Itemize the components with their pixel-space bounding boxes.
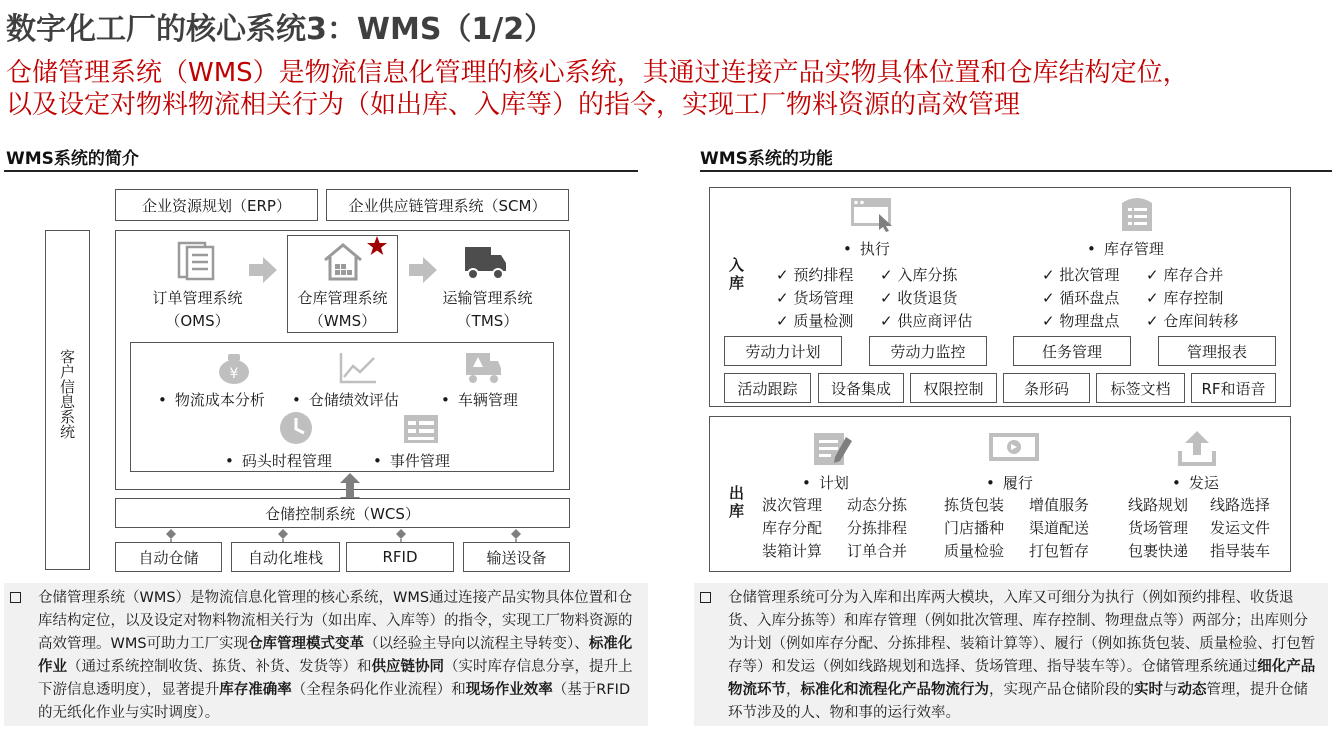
- note-segment: 管理，提升仓储环节涉及的人、物和事的运行效率。: [728, 682, 1308, 721]
- submodule-item: • 车辆管理: [441, 389, 518, 410]
- function-box: 活动跟踪: [724, 373, 811, 403]
- note-segment: （以经验主导向以流程主导转变）、: [364, 636, 589, 652]
- fulfil-item: 渠道配送: [1029, 519, 1090, 537]
- arrow-right-icon: [408, 256, 438, 284]
- star-icon: [365, 234, 389, 258]
- crm-box: [45, 230, 90, 570]
- note-emphasis: 细化产品物流环节: [728, 659, 1316, 698]
- device-box: 输送设备: [463, 542, 570, 572]
- inventory-item: ✓ 仓库间转移: [1146, 312, 1239, 330]
- exec-item: ✓ 预约排程: [776, 266, 854, 284]
- checkbox-bullet-icon: [10, 592, 21, 603]
- note-emphasis: 库存准确率: [219, 682, 292, 698]
- oms-abbr: （OMS）: [165, 312, 230, 330]
- left-section-rule: [4, 170, 638, 172]
- note-emphasis: 实时: [1134, 682, 1163, 698]
- vehicle-icon: [462, 350, 504, 386]
- ship-item: 线路规划: [1128, 496, 1189, 514]
- note-segment: 仓储管理系统可分为入库和出库两大模块，入库又可细分为执行（例如预约排程、收货退货、入库分拣等）和库存管理（例如批次管理、库存控制、物理盘点等）两部分；出库则分为计划（例如库存分配、分拣排程、装箱计算等）、履行（例如拣货包装、质量检验、打包暂存等）和发运（例如线路规划和选择、货场管理、指导装车等）。仓储管理系统通过: [728, 590, 1316, 675]
- function-box: 劳动力计划: [724, 336, 842, 366]
- function-box: 设备集成: [818, 373, 904, 403]
- left-note: [4, 583, 648, 726]
- note-segment: （基于RFID的无纸化作业与实时调度）。: [38, 682, 631, 721]
- plan-item: 装箱计算: [762, 542, 823, 560]
- scm-box: 企业供应链管理系统（SCM）: [326, 189, 569, 221]
- function-box: 标签文档: [1096, 373, 1185, 403]
- note-segment: 与: [1163, 682, 1178, 698]
- exec-item: ✓ 供应商评估: [880, 312, 973, 330]
- page-title: 数字化工厂的核心系统3：WMS（1/2）: [6, 12, 555, 47]
- note-emphasis: 标准化和流程化产品物流行为: [800, 682, 989, 698]
- submodule-item: • 仓储绩效评估: [292, 389, 399, 410]
- tms-abbr: （TMS）: [456, 312, 519, 330]
- fulfil-title: • 履行: [986, 472, 1033, 493]
- ship-item: 发运文件: [1210, 519, 1271, 537]
- note-segment: （全程条码化作业流程）和: [291, 682, 466, 698]
- plan-item: 动态分拣: [847, 496, 908, 514]
- inbound-label: 入库: [729, 256, 745, 292]
- checklist-icon: [811, 430, 855, 468]
- plan-item: 库存分配: [762, 519, 823, 537]
- left-section-title: WMS系统的简介: [6, 149, 139, 169]
- left-note-text: [38, 590, 633, 721]
- ship-item: 线路选择: [1210, 496, 1271, 514]
- device-box: RFID: [346, 542, 454, 572]
- device-box: 自动仓储: [115, 542, 222, 572]
- ship-item: 货场管理: [1128, 519, 1189, 537]
- inventory-item: ✓ 库存控制: [1146, 289, 1224, 307]
- oms-name: 订单管理系统: [152, 289, 243, 307]
- note-segment: ，实现产品仓储阶段的: [989, 682, 1134, 698]
- inventory-item: ✓ 循环盘点: [1042, 289, 1120, 307]
- right-note: [694, 583, 1328, 726]
- note-emphasis: 供应链协同: [371, 659, 444, 675]
- erp-box: 企业资源规划（ERP）: [115, 189, 318, 221]
- outbound-label: 出库: [729, 484, 745, 520]
- tms-name: 运输管理系统: [442, 289, 533, 307]
- wms-abbr: （WMS）: [308, 312, 377, 330]
- fulfil-item: 打包暂存: [1029, 542, 1090, 560]
- function-box: 权限控制: [910, 373, 997, 403]
- exec-item: ✓ 货场管理: [776, 289, 854, 307]
- wcs-box: 仓储控制系统（WCS）: [115, 498, 570, 528]
- device-box: 自动化堆栈: [231, 542, 340, 572]
- money-bag-icon: [214, 350, 254, 386]
- event-board-icon: [400, 412, 442, 446]
- device-connectors: [115, 528, 570, 542]
- wms-name: 仓库管理系统: [297, 289, 388, 307]
- note-segment: 仓储管理系统（WMS）是物流信息化管理的核心系统，WMS通过连接产品实物具体位置和仓库结构定位，以及设定对物料物流相关行为（如出库、入库等）的指令，实现工厂物料资源的高效管理。WMS可助力工厂实现: [38, 590, 633, 652]
- submodule-item: • 物流成本分析: [158, 389, 265, 410]
- warehouse-icon: [320, 241, 366, 283]
- plan-item: 分拣排程: [847, 519, 908, 537]
- note-emphasis: 仓库管理模式变革: [248, 636, 365, 652]
- svg-text:¥: ¥: [229, 366, 239, 382]
- note-segment: ，: [786, 682, 801, 698]
- page-subtitle-line2: 以及设定对物料物流相关行为（如出库、入库等）的指令，实现工厂物料资源的高效管理: [6, 90, 1021, 120]
- clock-icon: [276, 410, 316, 446]
- note-emphasis: 动态: [1177, 682, 1207, 698]
- fulfil-item: 门店播种: [944, 519, 1005, 537]
- function-box: 劳动力监控: [869, 336, 987, 366]
- exec-item: ✓ 质量检测: [776, 312, 854, 330]
- note-segment: （通过系统控制收货、拣货、补货、发货等）和: [67, 659, 372, 675]
- exec-item: ✓ 收货退货: [880, 289, 958, 307]
- function-box: 任务管理: [1013, 336, 1131, 366]
- truck-icon: [462, 242, 508, 282]
- note-emphasis: 现场作业效率: [465, 682, 553, 698]
- arrow-right-icon: [248, 256, 278, 284]
- page-subtitle-line1: 仓储管理系统（WMS）是物流信息化管理的核心系统，其通过连接产品实物具体位置和仓库结构定位，: [6, 58, 1189, 88]
- note-segment: （实时库存信息分享，提升上下游信息透明度），显著提升: [38, 659, 633, 698]
- list-icon: [1114, 192, 1160, 236]
- function-box: 条形码: [1003, 373, 1090, 403]
- inventory-item: ✓ 物理盘点: [1042, 312, 1120, 330]
- fulfil-item: 增值服务: [1029, 496, 1090, 514]
- browser-icon: [848, 195, 896, 233]
- right-note-text: [728, 590, 1315, 721]
- crm-label: 客户信息系统: [58, 349, 76, 439]
- inventory-title: • 库存管理: [1087, 238, 1164, 259]
- checkbox-bullet-icon: [700, 592, 711, 603]
- exec-title: • 执行: [843, 238, 890, 259]
- upload-icon: [1175, 428, 1219, 468]
- submodule-item: • 码头时程管理: [225, 450, 332, 471]
- monitor-icon: [986, 430, 1042, 466]
- note-emphasis: 标准化作业: [38, 636, 633, 675]
- inventory-item: ✓ 批次管理: [1042, 266, 1120, 284]
- ship-title: • 发运: [1172, 472, 1219, 493]
- function-box: RF和语音: [1191, 373, 1276, 403]
- plan-item: 波次管理: [762, 496, 823, 514]
- document-icon: [172, 240, 222, 282]
- right-section-rule: [700, 170, 1332, 172]
- submodule-item: • 事件管理: [373, 450, 450, 471]
- exec-item: ✓ 入库分拣: [880, 266, 958, 284]
- fulfil-item: 质量检验: [944, 542, 1005, 560]
- ship-item: 包裹快递: [1128, 542, 1189, 560]
- fulfil-item: 拣货包装: [944, 496, 1005, 514]
- function-box: 管理报表: [1158, 336, 1276, 366]
- plan-item: 订单合并: [847, 542, 908, 560]
- right-section-title: WMS系统的功能: [700, 149, 833, 169]
- ship-item: 指导装车: [1210, 542, 1271, 560]
- inventory-item: ✓ 库存合并: [1146, 266, 1224, 284]
- plan-title: • 计划: [802, 472, 849, 493]
- line-chart-icon: [336, 350, 380, 386]
